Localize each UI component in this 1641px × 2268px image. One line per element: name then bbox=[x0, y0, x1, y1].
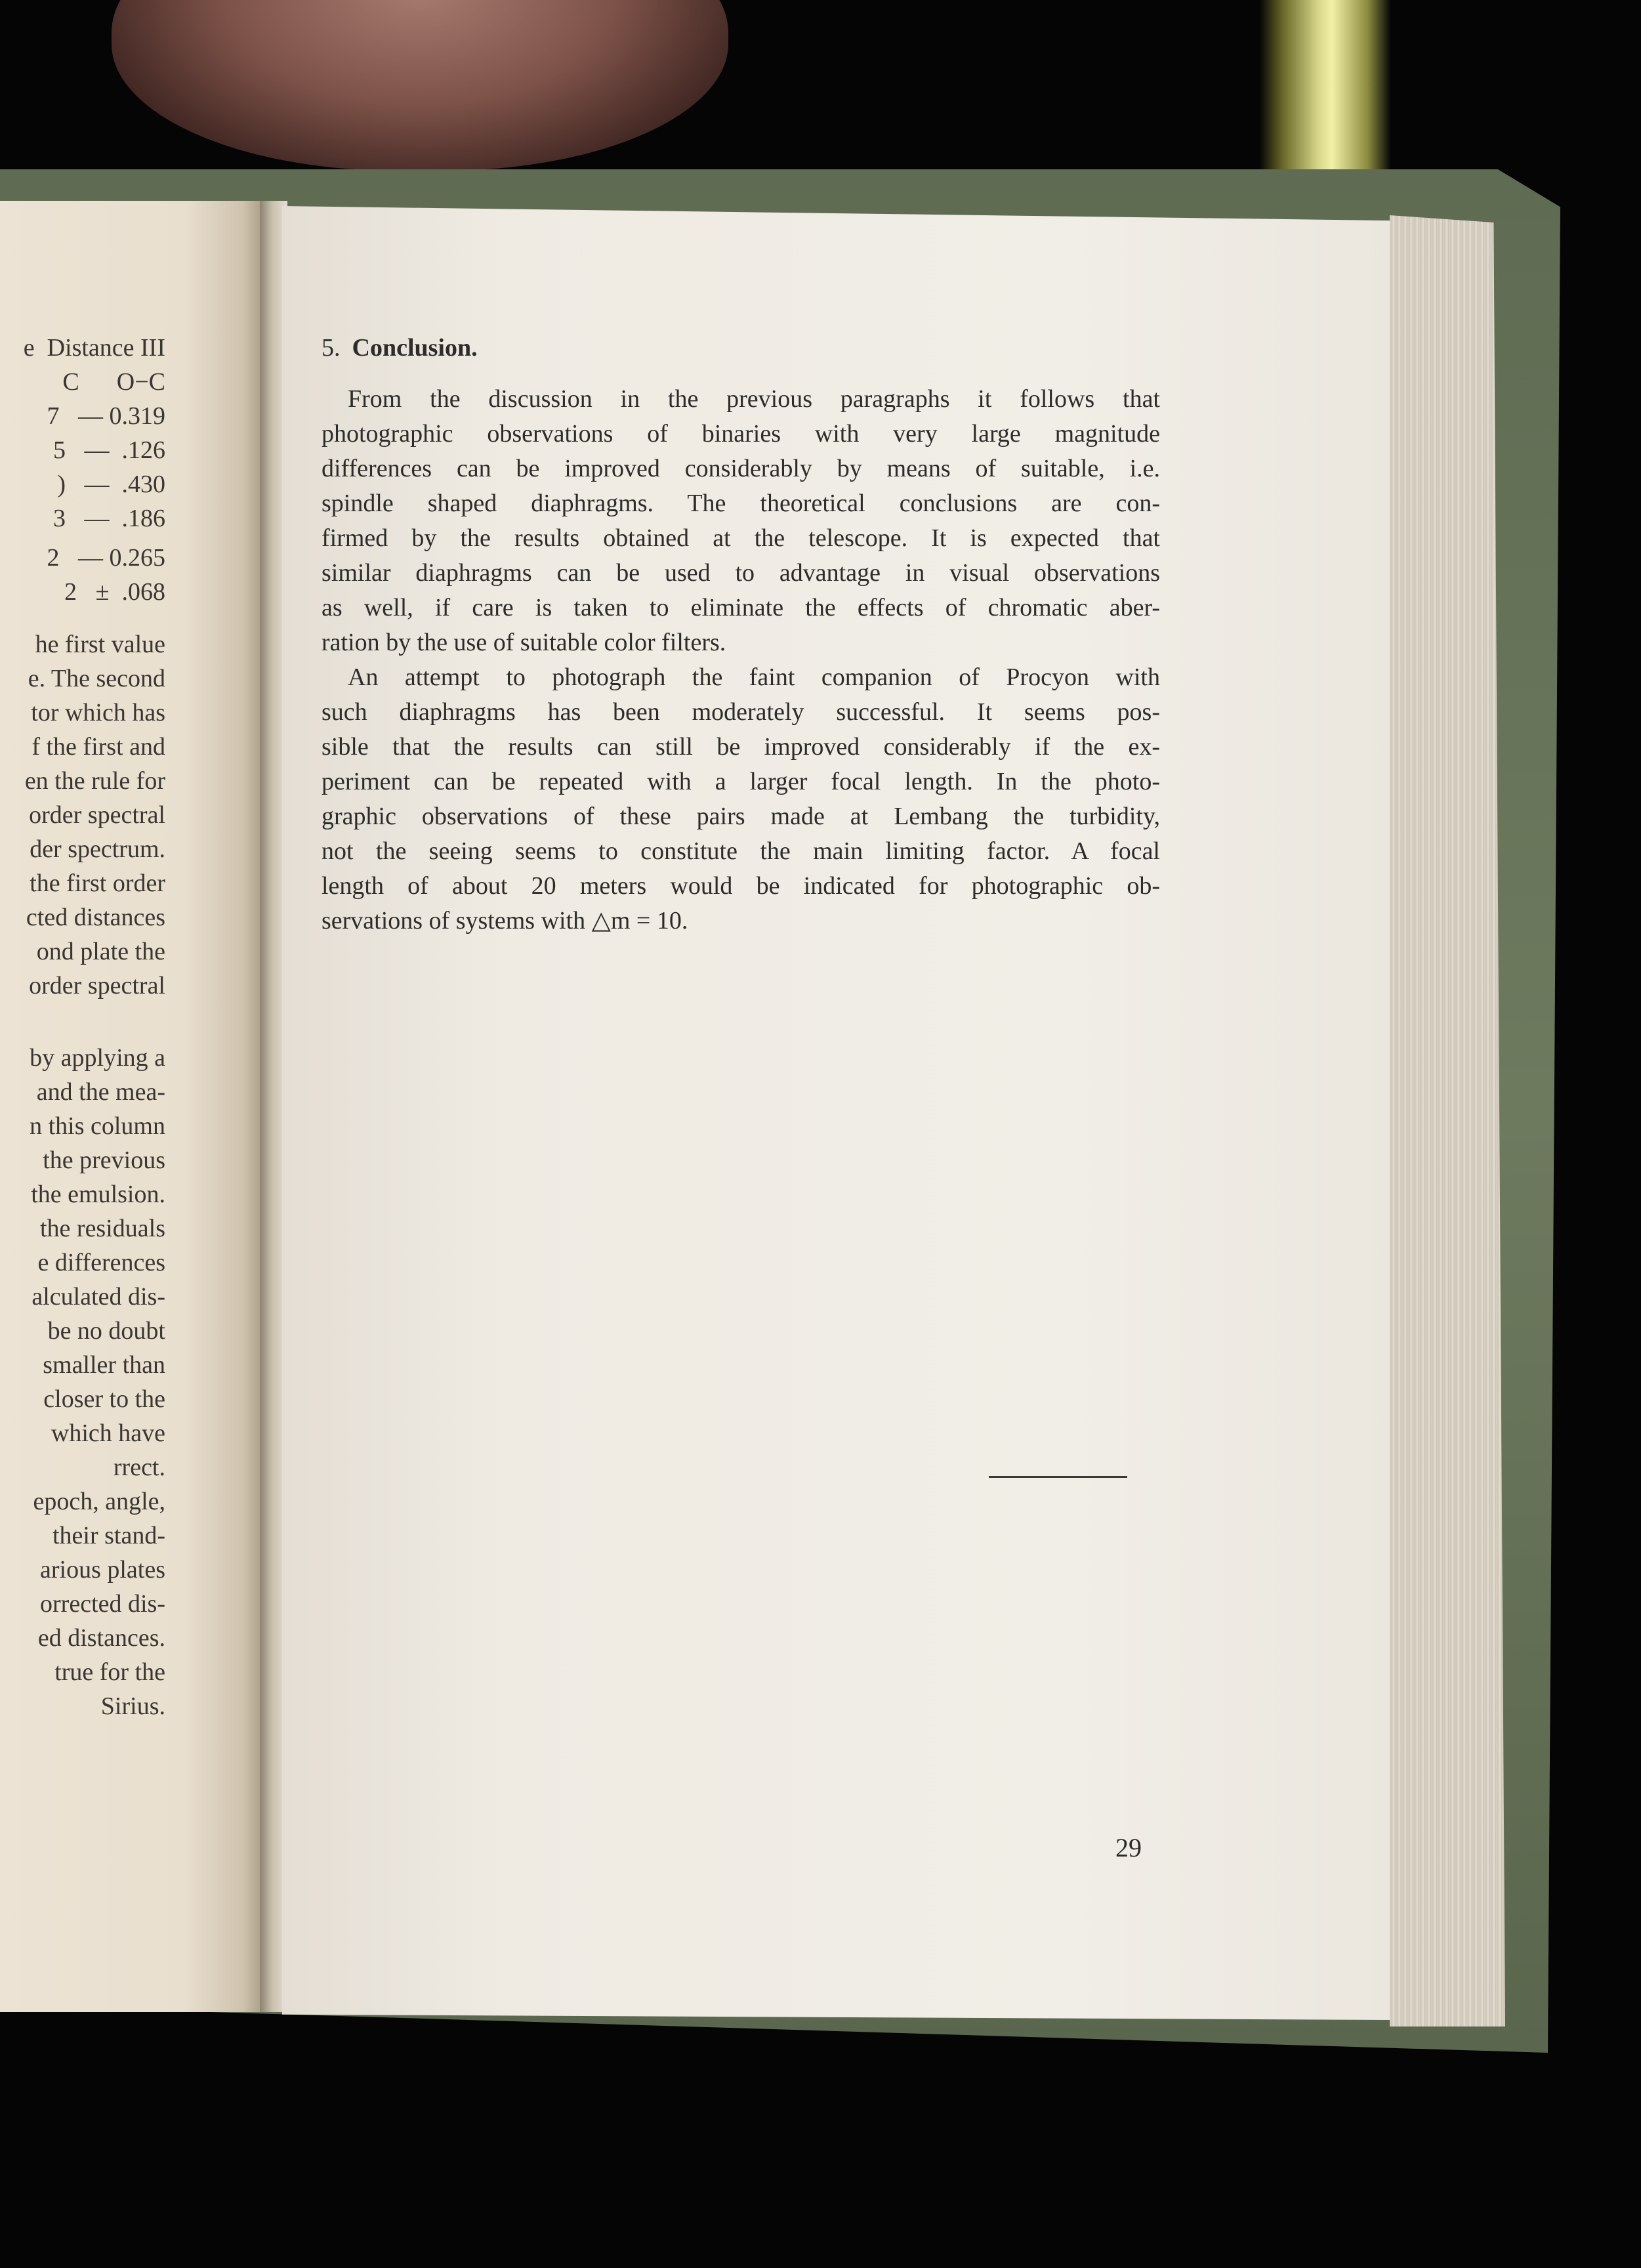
hand-silhouette bbox=[112, 0, 728, 171]
left-page-line: closer to the bbox=[43, 1385, 165, 1413]
left-page-line: orrected dis- bbox=[40, 1590, 165, 1618]
text-line: spindle shaped diaphragms. The theoretical conclusions are con- bbox=[322, 490, 1160, 517]
end-rule bbox=[989, 1476, 1127, 1478]
left-page-line: Sirius. bbox=[100, 1692, 165, 1720]
text-line: From the discussion in the previous paragraphs it follows that bbox=[348, 385, 1160, 413]
text-line: length of about 20 meters would be indicated for photographic ob- bbox=[322, 872, 1160, 900]
left-page-line: der spectrum. bbox=[30, 835, 165, 863]
section-heading bbox=[322, 333, 478, 362]
text-line: photographic observations of binaries with very large magnitude bbox=[322, 420, 1160, 448]
text-line: graphic observations of these pairs made at Lembang the turbidity, bbox=[322, 803, 1160, 830]
left-page-line: 2 — 0.265 bbox=[47, 544, 165, 572]
left-page-line: he first value bbox=[35, 631, 165, 658]
text-line: An attempt to photograph the faint companion of Procyon with bbox=[348, 663, 1160, 691]
left-page-line: e. The second bbox=[28, 665, 165, 692]
text-line: ration by the use of suitable color filters. bbox=[322, 629, 726, 656]
section-number: 5. bbox=[322, 334, 341, 362]
text-line: sible that the results can still be improved considerably if the ex- bbox=[322, 733, 1160, 761]
left-page-line: smaller than bbox=[43, 1351, 165, 1379]
left-page-line: f the first and bbox=[31, 733, 165, 761]
text-line: as well, if care is taken to eliminate the effects of chromatic aber- bbox=[322, 594, 1160, 621]
left-page-line: ed distances. bbox=[37, 1624, 165, 1652]
left-page-line: by applying a bbox=[30, 1044, 165, 1072]
left-page-line: the first order bbox=[30, 870, 165, 897]
text-line: differences can be improved considerably by means of suitable, i.e. bbox=[322, 455, 1160, 482]
left-page-line: rrect. bbox=[113, 1454, 165, 1481]
text-line: periment can be repeated with a larger focal length. In the photo- bbox=[322, 768, 1160, 795]
left-page-line: n this column bbox=[30, 1112, 165, 1140]
left-page-line: 7 — 0.319 bbox=[47, 402, 165, 430]
paragraph-1 bbox=[322, 382, 1160, 660]
text-line: servations of systems with △m = 10. bbox=[322, 907, 688, 934]
left-page-line: which have bbox=[51, 1419, 165, 1447]
left-page-line: arious plates bbox=[39, 1556, 165, 1584]
left-page-line: true for the bbox=[54, 1658, 165, 1686]
left-page-line: their stand- bbox=[52, 1522, 165, 1549]
left-page-line: be no doubt bbox=[47, 1317, 165, 1345]
left-page bbox=[0, 201, 264, 2012]
text-line: firmed by the results obtained at the telescope. It is expected that bbox=[322, 524, 1160, 552]
left-page-line: order spectral bbox=[29, 801, 165, 829]
left-page-line: alculated dis- bbox=[31, 1283, 165, 1311]
left-page-line: e differences bbox=[37, 1249, 165, 1276]
left-page-line: cted distances bbox=[26, 904, 165, 931]
left-page-line: 5 — .126 bbox=[53, 436, 165, 464]
section-title: Conclusion. bbox=[352, 334, 478, 362]
page-number: 29 bbox=[1115, 1833, 1142, 1862]
text-line: such diaphragms has been moderately successful. It seems pos- bbox=[322, 698, 1160, 726]
left-page-line: e Distance III bbox=[23, 334, 165, 362]
text-line: similar diaphragms can be used to advantage in visual observations bbox=[322, 559, 1160, 587]
left-page-line: the emulsion. bbox=[31, 1181, 165, 1208]
left-page-line: and the mea- bbox=[36, 1078, 165, 1106]
left-page-line: en the rule for bbox=[24, 767, 165, 795]
left-page-line: ond plate the bbox=[36, 938, 165, 965]
left-page-line: ) — .430 bbox=[57, 471, 165, 498]
text-line: not the seeing seems to constitute the main limiting factor. A focal bbox=[322, 837, 1160, 865]
left-page-line: tor which has bbox=[31, 699, 165, 726]
paragraph-2 bbox=[322, 660, 1160, 938]
left-page-line: order spectral bbox=[29, 972, 165, 999]
left-page-line: 2 ± .068 bbox=[64, 578, 165, 606]
lamp-glare bbox=[1260, 0, 1391, 197]
left-page-line: the previous bbox=[43, 1146, 165, 1174]
left-page-line: C O−C bbox=[62, 368, 165, 396]
left-page-line: 3 — .186 bbox=[53, 505, 165, 532]
left-page-line: the residuals bbox=[39, 1215, 165, 1242]
left-page-line: epoch, angle, bbox=[33, 1488, 165, 1515]
